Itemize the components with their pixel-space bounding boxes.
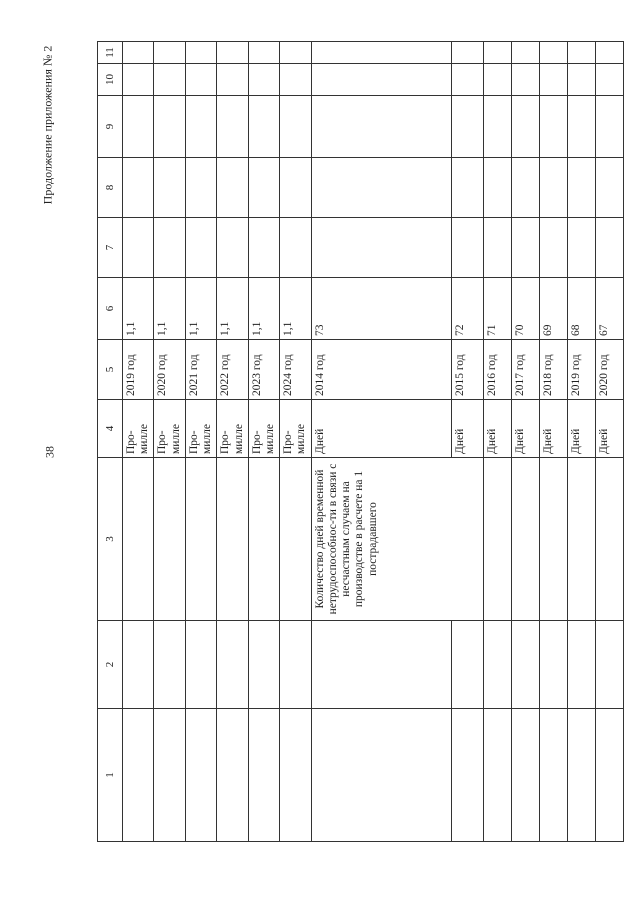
unit-cell: Дней [511,400,539,458]
table-row [567,42,595,842]
unit-cell: Дней [451,400,483,458]
year-cell: 2022 год [217,340,248,400]
header-cell: 6 [98,278,123,340]
unit-cell: Дней [595,400,623,458]
value-cell: 1,1 [280,278,311,340]
header-cell: 10 [98,64,123,96]
value-cell: 69 [539,278,567,340]
table-row [483,42,511,842]
table-row [217,42,248,842]
value-cell: 73 [311,278,451,340]
year-cell: 2023 год [248,340,279,400]
header-cell: 2 [98,621,123,709]
header-cell: 4 [98,400,123,458]
table-row [154,42,185,842]
year-cell: 2017 год [511,340,539,400]
table-row [311,42,451,842]
table-row [185,42,216,842]
unit-cell: Про-милле [248,400,279,458]
unit-cell: Про-милле [154,400,185,458]
header-cell: 8 [98,158,123,218]
appendix-caption: Продолжение приложения № 2 [40,45,55,205]
year-cell: 2021 год [185,340,216,400]
header-cell: 7 [98,218,123,278]
value-cell: 1,1 [154,278,185,340]
year-cell: 2015 год [451,340,483,400]
value-cell: 1,1 [217,278,248,340]
unit-cell: Про-милле [123,400,154,458]
table-row [539,42,567,842]
value-cell: 70 [511,278,539,340]
value-cell: 72 [451,278,483,340]
year-cell: 2014 год [311,340,451,400]
unit-cell: Дней [567,400,595,458]
table-row [248,42,279,842]
value-cell: 1,1 [123,278,154,340]
year-cell: 2019 год [567,340,595,400]
table-row [280,42,311,842]
year-cell: 2020 год [154,340,185,400]
header-cell: 3 [98,458,123,621]
table-row [451,42,483,842]
unit-cell: Дней [311,400,451,458]
header-cell: 1 [98,709,123,842]
value-cell: 68 [567,278,595,340]
year-cell: 2016 год [483,340,511,400]
indicator-table [97,41,624,842]
year-cell: 2024 год [280,340,311,400]
header-row [98,42,123,842]
header-cell: 5 [98,340,123,400]
table-row [511,42,539,842]
value-cell: 71 [483,278,511,340]
value-cell: 1,1 [248,278,279,340]
header-cell: 11 [98,42,123,64]
year-cell: 2020 год [595,340,623,400]
year-cell: 2019 год [123,340,154,400]
table-row [595,42,623,842]
unit-cell: Про-милле [280,400,311,458]
table-row [123,42,154,842]
value-cell: 67 [595,278,623,340]
page-number: 38 [42,446,57,458]
header-cell: 9 [98,96,123,158]
unit-cell: Дней [539,400,567,458]
unit-cell: Про-милле [217,400,248,458]
value-cell: 1,1 [185,278,216,340]
unit-cell: Про-милле [185,400,216,458]
table-container [97,42,610,842]
year-cell: 2018 год [539,340,567,400]
indicator-name: Количество дней временной нетрудоспособнос-ти в связи с несчастным случаем на производстве в расчете на 1 пострадавшего [311,458,483,621]
unit-cell: Дней [483,400,511,458]
